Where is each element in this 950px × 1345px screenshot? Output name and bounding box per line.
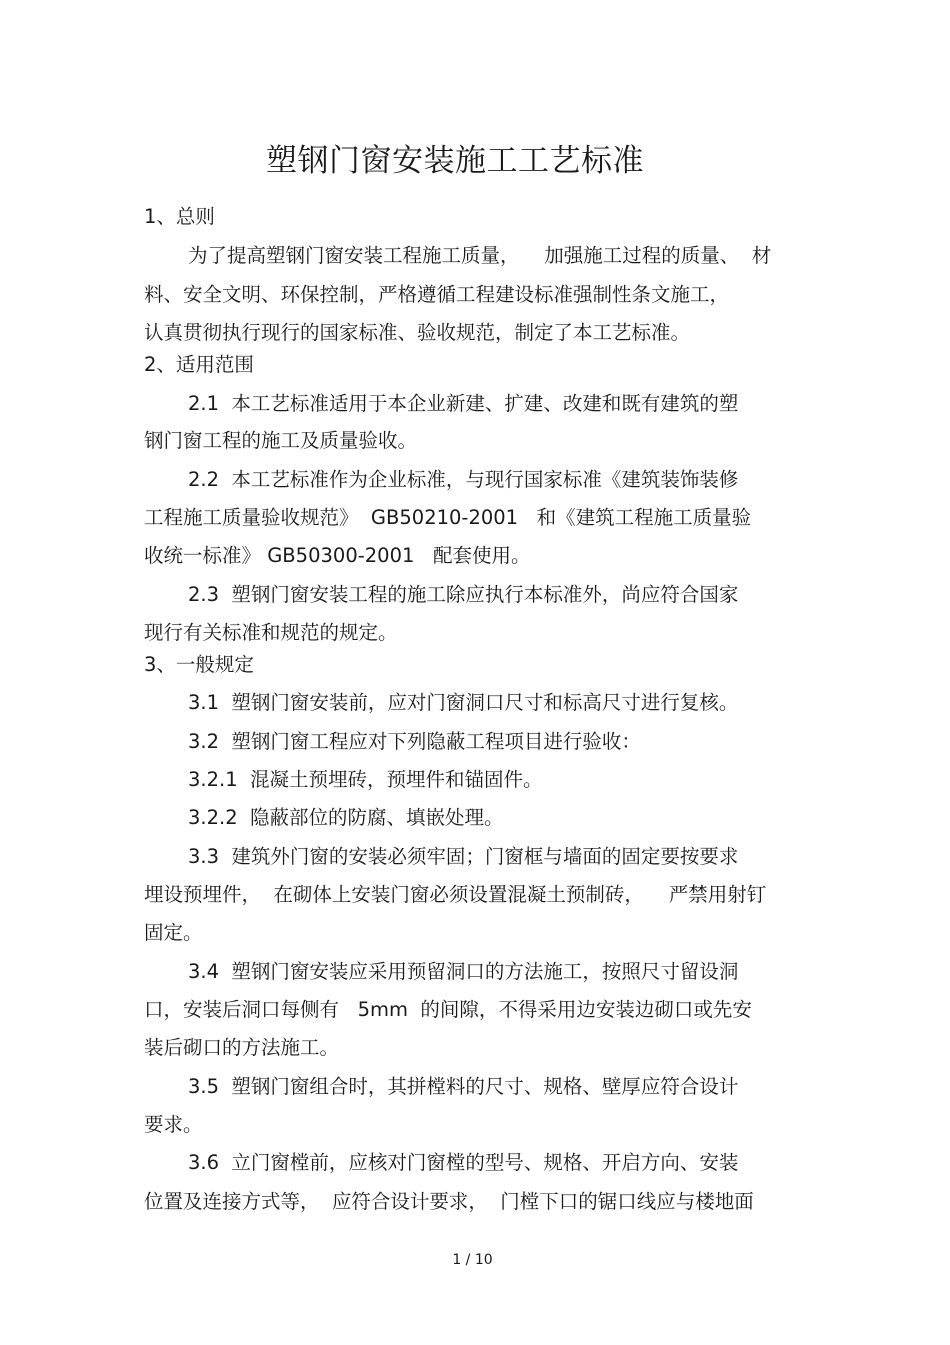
paragraph-line: 工程施工质量验收规范》 GB50210-2001 和《建筑工程施工质量验 — [144, 506, 752, 529]
paragraph-line: 钢门窗工程的施工及质量验收。 — [144, 429, 418, 452]
paragraph-line: 3.2.2 隐蔽部位的防腐、填嵌处理。 — [188, 806, 504, 829]
paragraph-line: 3.6 立门窗樘前，应核对门窗樘的型号、规格、开启方向、安装 — [188, 1151, 739, 1174]
paragraph-line: 3.1 塑钢门窗安装前，应对门窗洞口尺寸和标高尺寸进行复核。 — [188, 691, 739, 714]
paragraph-line: 2.3 塑钢门窗安装工程的施工除应执行本标准外，尚应符合国家 — [188, 583, 739, 606]
document-title: 塑钢门窗安装施工工艺标准 — [266, 143, 644, 179]
paragraph-line: 3.4 塑钢门窗安装应采用预留洞口的方法施工，按照尺寸留设洞 — [188, 960, 739, 983]
paragraph-line: 2.2 本工艺标准作为企业标准，与现行国家标准《建筑装饰装修 — [188, 468, 739, 491]
section-heading: 1、总则 — [144, 205, 215, 228]
section-heading: 3、一般规定 — [144, 653, 254, 676]
paragraph-line: 3.2 塑钢门窗工程应对下列隐蔽工程项目进行验收： — [188, 730, 641, 753]
paragraph-line: 位置及连接方式等， 应符合设计要求， 门樘下口的锯口线应与楼地面 — [144, 1190, 754, 1213]
paragraph-line: 口，安装后洞口每侧有 5mm 的间隙，不得采用边安装边砌口或先安 — [144, 998, 752, 1021]
paragraph-line: 认真贯彻执行现行的国家标准、验收规范，制定了本工艺标准。 — [144, 321, 691, 344]
paragraph-line: 固定。 — [144, 921, 203, 944]
paragraph-line: 埋设预埋件， 在砌体上安装门窗必须设置混凝土预制砖， 严禁用射钉 — [144, 883, 767, 906]
paragraph-line: 料、安全文明、环保控制，严格遵循工程建设标准强制性条文施工， — [144, 283, 730, 306]
paragraph-line: 装后砌口的方法施工。 — [144, 1036, 340, 1059]
section-heading: 2、适用范围 — [144, 353, 254, 376]
paragraph-line: 3.2.1 混凝土预埋砖，预埋件和锚固件。 — [188, 768, 543, 791]
paragraph-line: 现行有关标准和规范的规定。 — [144, 621, 398, 644]
page-number: 1 / 10 — [452, 1252, 493, 1268]
paragraph-line: 收统一标准》 GB50300-2001 配套使用。 — [144, 544, 531, 567]
paragraph-line: 2.1 本工艺标准适用于本企业新建、扩建、改建和既有建筑的塑 — [188, 392, 739, 415]
paragraph-line: 3.3 建筑外门窗的安装必须牢固；门窗框与墙面的固定要按要求 — [188, 845, 739, 868]
paragraph-line: 要求。 — [144, 1113, 203, 1136]
paragraph-line: 3.5 塑钢门窗组合时，其拼樘料的尺寸、规格、壁厚应符合设计 — [188, 1075, 739, 1098]
paragraph-line: 为了提高塑钢门窗安装工程施工质量， 加强施工过程的质量、 材 — [188, 244, 772, 267]
